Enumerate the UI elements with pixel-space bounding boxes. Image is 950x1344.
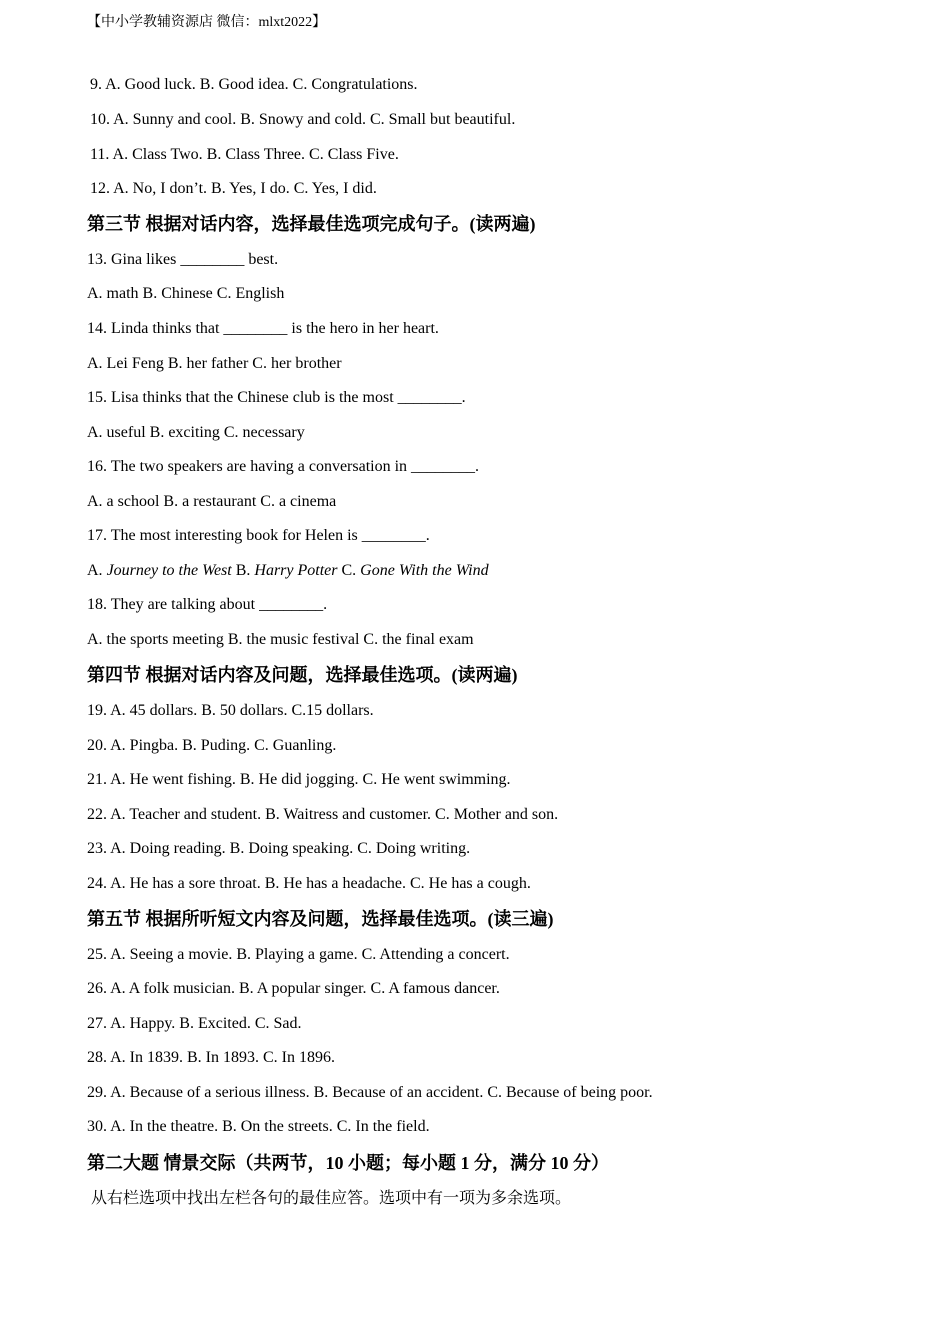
question-21: 21. A. He went fishing. B. He did jogging. C. He went swimming. (87, 771, 511, 788)
question-27: 27. A. Happy. B. Excited. C. Sad. (87, 1015, 302, 1032)
section-5-heading: 第五节 根据所听短文内容及问题，选择最佳选项。(读三遍) (87, 909, 554, 929)
question-15: 15. Lisa thinks that the Chinese club is the most ________. (87, 389, 466, 406)
question-17: 17. The most interesting book for Helen is ________. (87, 527, 430, 544)
option-c-title: Gone With the Wind (360, 562, 489, 579)
question-18: 18. They are talking about ________. (87, 596, 328, 613)
question-28: 28. A. In 1839. B. In 1893. C. In 1896. (87, 1049, 335, 1066)
section-3-heading: 第三节 根据对话内容，选择最佳选项完成句子。(读两遍) (87, 214, 536, 234)
option-b-title: Harry Potter (254, 562, 338, 579)
option-a-title: Journey to the West (106, 562, 232, 579)
question-16: 16. The two speakers are having a conversation in ________. (87, 458, 480, 475)
question-19: 19. A. 45 dollars. B. 50 dollars. C.15 dollars. (87, 702, 374, 719)
question-11: 11. A. Class Two. B. Class Three. C. Class Five. (90, 146, 399, 163)
question-18-options: A. the sports meeting B. the music festival C. the final exam (87, 631, 474, 648)
option-c-label: C. (337, 562, 361, 579)
part-2-instructions: 从右栏选项中找出左栏各句的最佳应答。选项中有一项为多余选项。 (91, 1190, 572, 1207)
section-4-heading: 第四节 根据对话内容及问题，选择最佳选项。(读两遍) (87, 665, 518, 685)
question-17-options (87, 561, 489, 581)
question-22: 22. A. Teacher and student. B. Waitress and customer. C. Mother and son. (87, 806, 559, 823)
question-16-options: A. a school B. a restaurant C. a cinema (87, 493, 337, 510)
option-a-label: A. (87, 562, 107, 579)
option-b-label: B. (231, 562, 255, 579)
question-13-options: A. math B. Chinese C. English (87, 285, 285, 302)
question-24: 24. A. He has a sore throat. B. He has a headache. C. He has a cough. (87, 875, 531, 892)
question-20: 20. A. Pingba. B. Puding. C. Guanling. (87, 737, 337, 754)
question-14: 14. Linda thinks that ________ is the hero in her heart. (87, 320, 439, 337)
question-12: 12. A. No, I don’t. B. Yes, I do. C. Yes, I did. (90, 180, 377, 197)
part-2-heading: 第二大题 情景交际（共两节，10 小题；每小题 1 分，满分 10 分） (87, 1153, 609, 1173)
page-header-note: 【中小学教辅资源店 微信：mlxt2022】 (87, 15, 327, 30)
question-9: 9. A. Good luck. B. Good idea. C. Congratulations. (90, 76, 418, 93)
question-25: 25. A. Seeing a movie. B. Playing a game. C. Attending a concert. (87, 946, 510, 963)
question-26: 26. A. A folk musician. B. A popular singer. C. A famous dancer. (87, 980, 500, 997)
question-15-options: A. useful B. exciting C. necessary (87, 424, 305, 441)
question-29: 29. A. Because of a serious illness. B. Because of an accident. C. Because of being poor. (87, 1084, 653, 1101)
question-23: 23. A. Doing reading. B. Doing speaking. C. Doing writing. (87, 840, 471, 857)
question-10: 10. A. Sunny and cool. B. Snowy and cold. C. Small but beautiful. (90, 111, 516, 128)
question-13: 13. Gina likes ________ best. (87, 251, 279, 268)
question-14-options: A. Lei Feng B. her father C. her brother (87, 355, 342, 372)
question-30: 30. A. In the theatre. B. On the streets. C. In the field. (87, 1118, 430, 1135)
